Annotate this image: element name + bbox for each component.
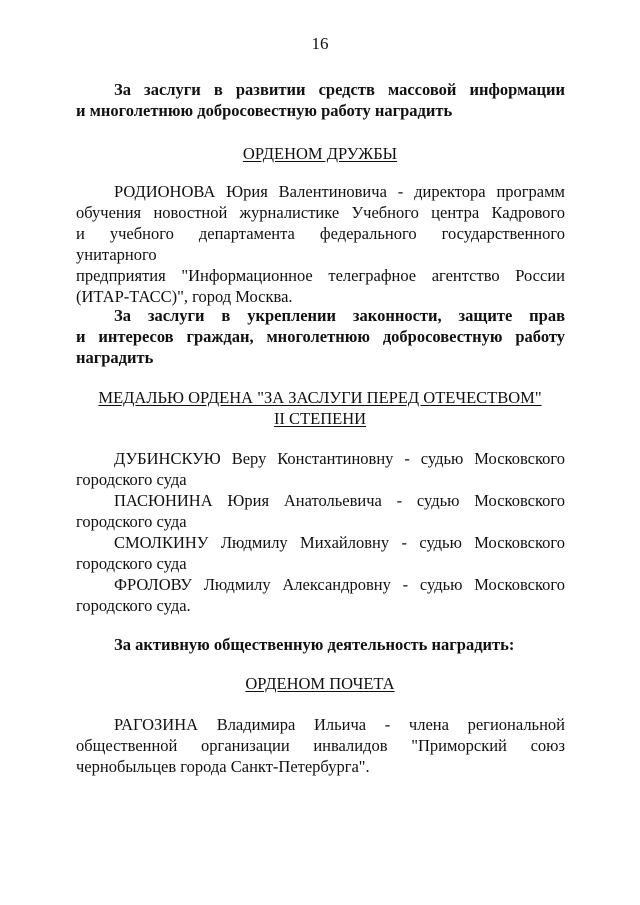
recipient-line: предприятия "Информационное телеграфное агентство России	[76, 266, 565, 285]
recipient-line: чернобыльцев города Санкт-Петербурга".	[76, 757, 370, 776]
heading-line: За заслуги в развитии средств массовой информации	[114, 80, 565, 99]
recipient-line: СМОЛКИНУ Людмилу Михайловну - судью Московского	[114, 533, 565, 552]
heading-line: наградить	[76, 348, 154, 367]
heading-line: За активную общественную деятельность наградить:	[114, 635, 515, 654]
section1-recipient	[76, 181, 565, 307]
recipient-line: ПАСЮНИНА Юрия Анатольевича - судью Московского	[114, 491, 565, 510]
award-title-line: МЕДАЛЬЮ ОРДЕНА "ЗА ЗАСЛУГИ ПЕРЕД ОТЕЧЕСТВОМ"	[98, 388, 542, 407]
award-title: ОРДЕНОМ ДРУЖБЫ	[242, 144, 398, 163]
section1-award	[0, 143, 640, 164]
recipient-line: городского суда	[76, 470, 187, 489]
recipient-entry	[76, 448, 565, 490]
recipient-line: городского суда.	[76, 596, 191, 615]
award-title-line: II СТЕПЕНИ	[273, 409, 367, 428]
recipient-line: городского суда	[76, 512, 187, 531]
recipient-line: общественной организации инвалидов "Приморский союз	[76, 736, 565, 755]
recipient-line: и учебного департамента федерального государственного унитарного	[76, 224, 565, 264]
section3-heading	[76, 634, 565, 655]
recipient-line: (ИТАР-ТАСС)", город Москва.	[76, 287, 293, 306]
heading-line: и многолетнюю добросовестную работу наградить	[76, 101, 453, 120]
section1-heading	[76, 79, 565, 121]
page-number: 16	[311, 34, 329, 53]
section2-award	[0, 387, 640, 429]
heading-line: За заслуги в укреплении законности, защите прав	[114, 306, 565, 325]
recipient-line: РАГОЗИНА Владимира Ильича - члена региональной	[114, 715, 565, 734]
heading-line: и интересов граждан, многолетнюю добросовестную работу	[76, 327, 565, 346]
section2-recipients	[76, 448, 565, 616]
section3-award	[0, 673, 640, 694]
recipient-line: ФРОЛОВУ Людмилу Александровну - судью Московского	[114, 575, 565, 594]
recipient-line: обучения новостной журналистике Учебного центра Кадрового	[76, 203, 565, 222]
recipient-entry	[76, 532, 565, 574]
recipient-line: РОДИОНОВА Юрия Валентиновича - директора программ	[114, 182, 565, 201]
recipient-entry	[76, 574, 565, 616]
section3-recipient	[76, 714, 565, 777]
recipient-line: ДУБИНСКУЮ Веру Константиновну - судью Московского	[114, 449, 565, 468]
section2-heading	[76, 305, 565, 368]
recipient-entry	[76, 490, 565, 532]
recipient-line: городского суда	[76, 554, 187, 573]
award-title: ОРДЕНОМ ПОЧЕТА	[245, 674, 395, 693]
